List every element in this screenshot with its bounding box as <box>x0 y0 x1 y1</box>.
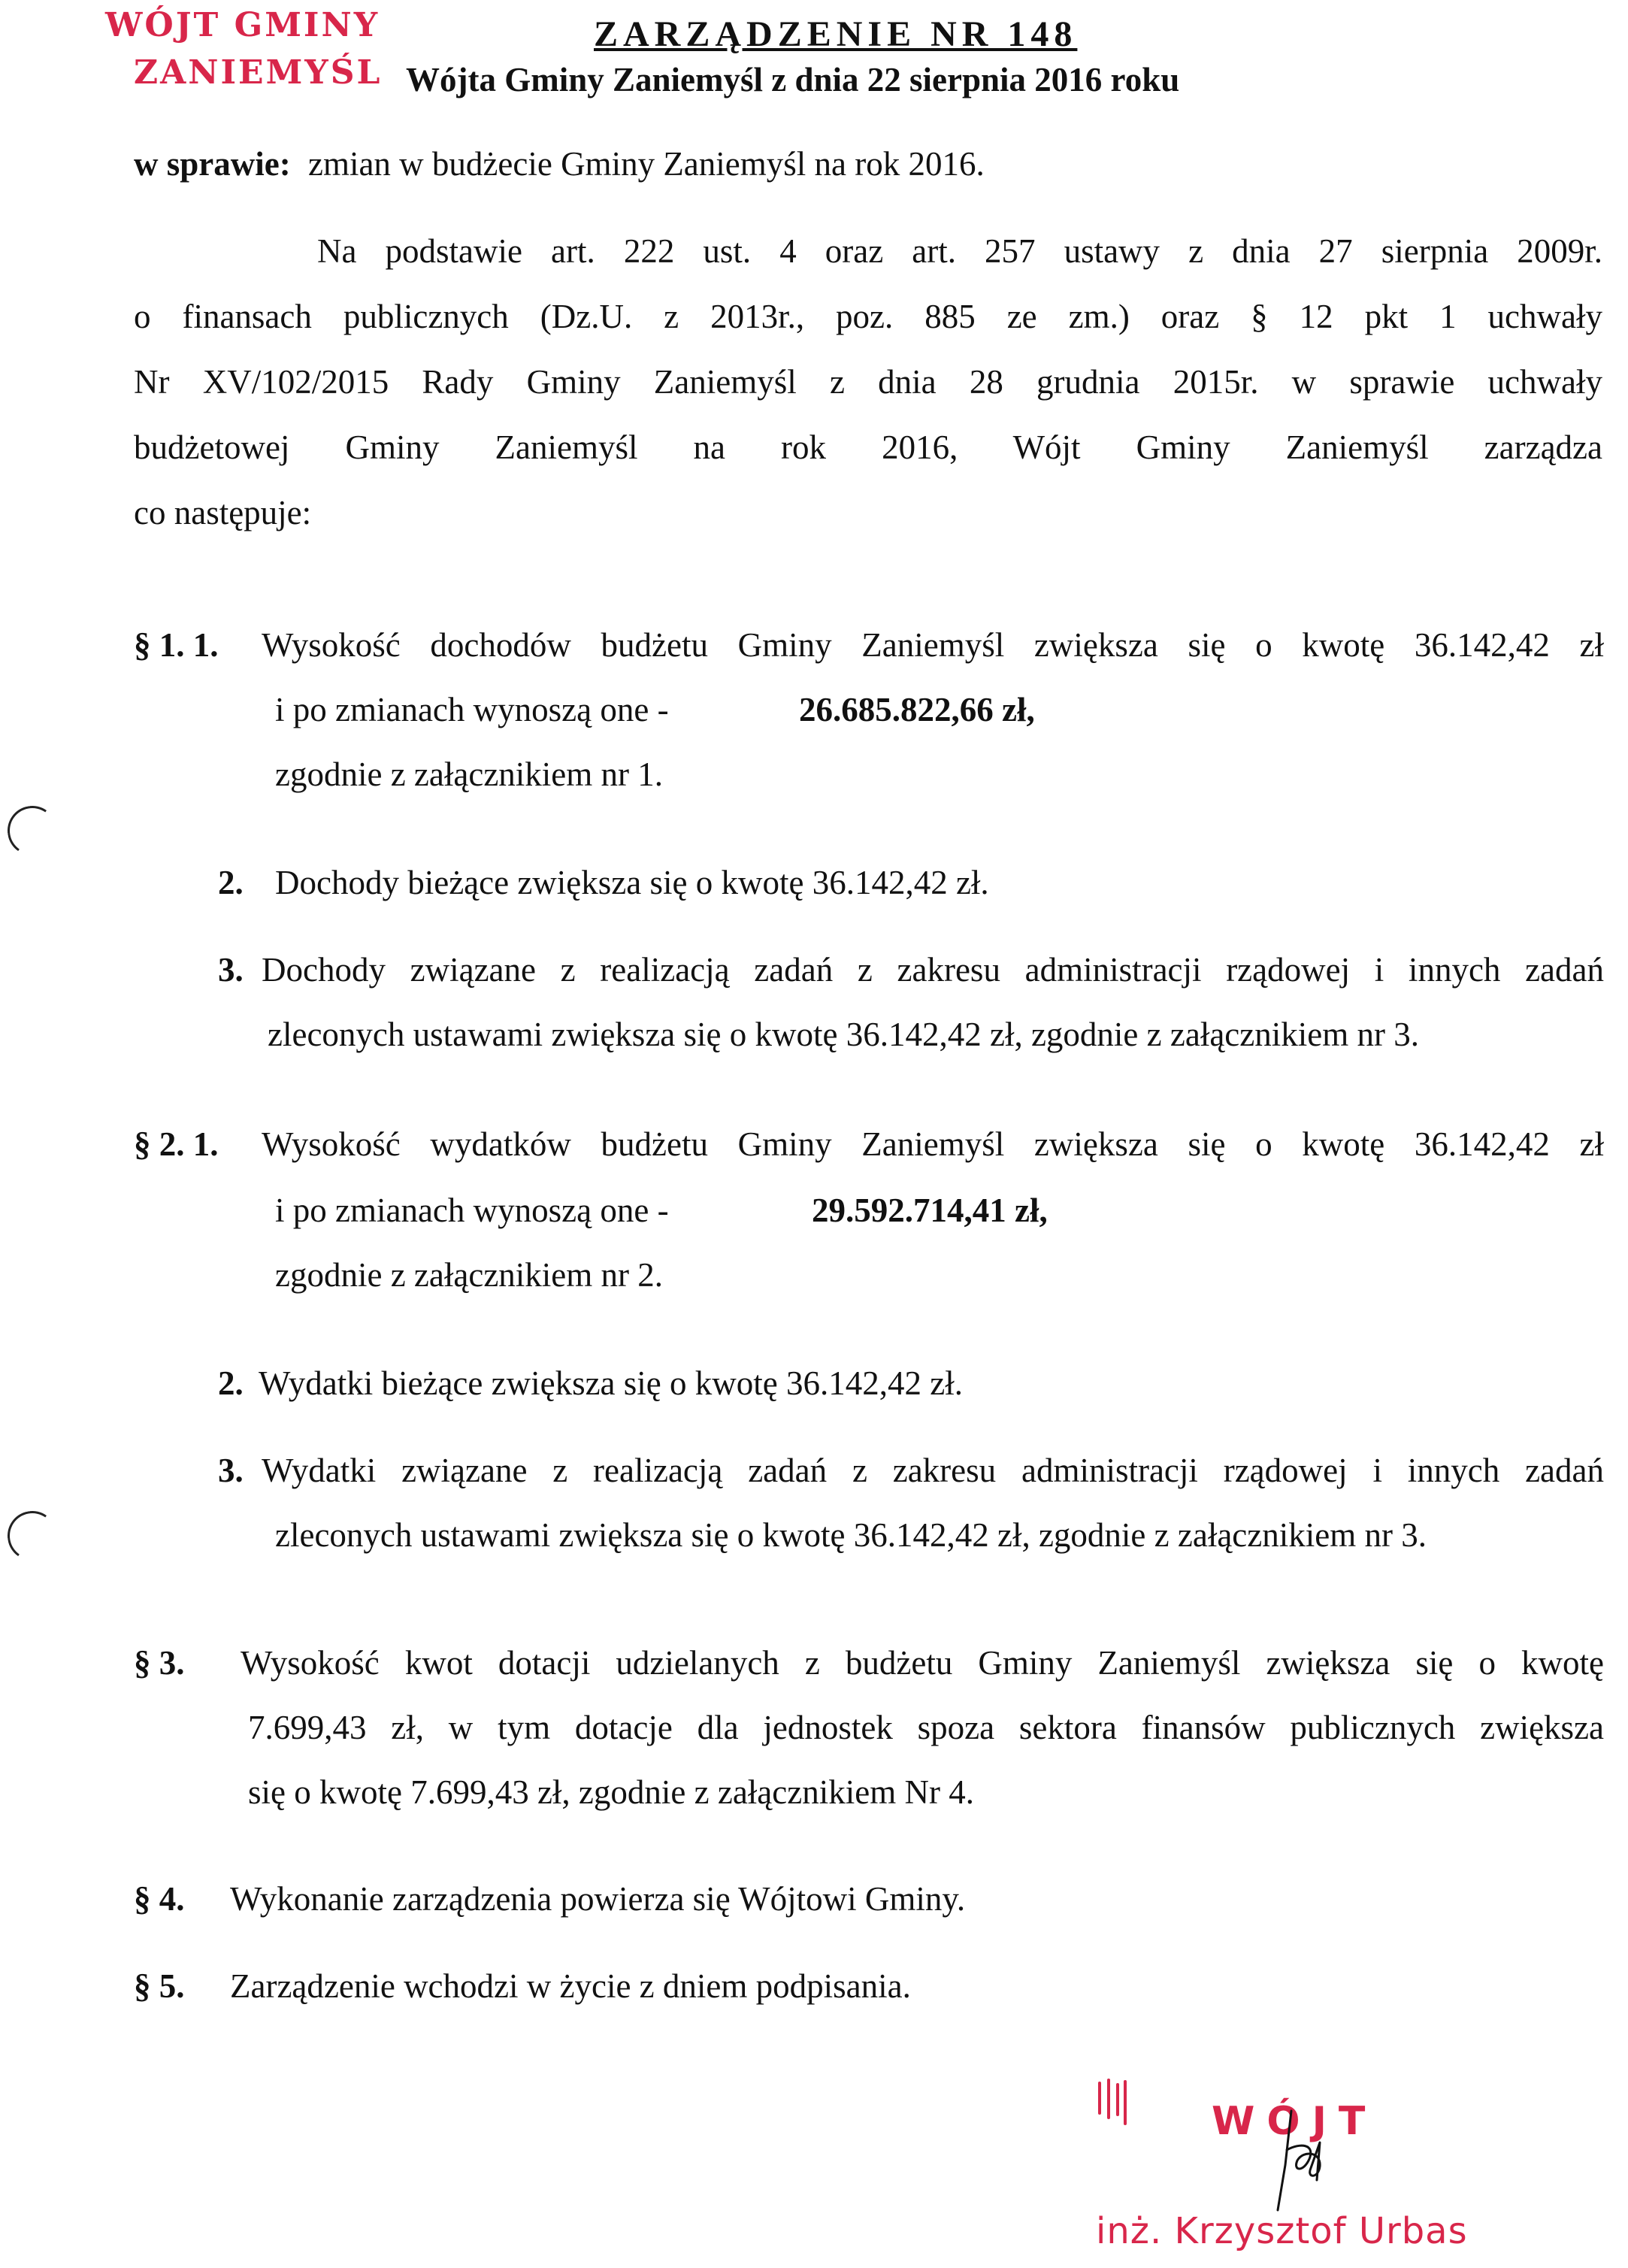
preamble-line-3: Nr XV/102/2015 Rady Gminy Zaniemyśl z dnia 28 grudnia 2015r. w sprawie uchwały <box>134 363 1602 401</box>
preamble-line-1: Na podstawie art. 222 ust. 4 oraz art. 257 ustawy z dnia 27 sierpnia 2009r. <box>317 232 1602 270</box>
section-1-p1-line2: i po zmianach wynoszą one - <box>275 691 669 728</box>
stamp-marks <box>1094 2079 1131 2131</box>
section-2-p2-text: Wydatki bieżące zwiększa się o kwotę 36.142,42 zł. <box>259 1364 963 1402</box>
document-title: ZARZĄDZENIE NR 148 <box>594 14 1078 54</box>
section-3-line2: 7.699,43 zł, w tym dotacje dla jednostek spoza sektora finansów publicznych zwiększa <box>248 1709 1604 1746</box>
section-3-line1: Wysokość kwot dotacji udzielanych z budżetu Gminy Zaniemyśl zwiększa się o kwotę <box>241 1644 1604 1682</box>
section-2-total-expenses: 29.592.714,41 zł, <box>812 1192 1048 1229</box>
section-1-p1-line1: Wysokość dochodów budżetu Gminy Zaniemyśl zwiększa się o kwotę 36.142,42 zł <box>262 626 1604 664</box>
preamble-line-5: co następuje: <box>134 494 312 531</box>
preamble-line-2: o finansach publicznych (Dz.U. z 2013r., poz. 885 ze zm.) oraz § 12 pkt 1 uchwały <box>134 298 1602 335</box>
section-2-p3-line1: Wydatki związane z realizacją zadań z zakresu administracji rządowej i innych zadań <box>262 1452 1604 1489</box>
section-2-p1-line2: i po zmianach wynoszą one - <box>275 1192 669 1229</box>
section-2-p3-number: 3. <box>218 1452 244 1489</box>
section-4-text: Wykonanie zarządzenia powierza się Wójtowi Gminy. <box>230 1880 966 1918</box>
section-2-p2-number: 2. <box>218 1364 244 1402</box>
section-1-p2-number: 2. <box>218 864 244 901</box>
section-3-line3: się o kwotę 7.699,43 zł, zgodnie z załącznikiem Nr 4. <box>248 1773 974 1811</box>
section-2-p3-line2: zleconych ustawami zwiększa się o kwotę 36.142,42 zł, zgodnie z załącznikiem nr 3. <box>275 1516 1427 1554</box>
punch-hole-mark <box>4 802 61 859</box>
section-1-number: § 1. 1. <box>134 626 219 664</box>
section-1-p3-line1: Dochody związane z realizacją zadań z zakresu administracji rządowej i innych zadań <box>262 951 1604 989</box>
section-3-number: § 3. <box>134 1644 185 1682</box>
section-2-p1-line3: zgodnie z załącznikiem nr 2. <box>275 1256 664 1294</box>
section-1-p1-line3: zgodnie z załącznikiem nr 1. <box>275 755 664 793</box>
subject-text: zmian w budżecie Gminy Zaniemyśl na rok 2016. <box>307 145 985 183</box>
subject-label: w sprawie: <box>134 145 291 183</box>
signature-name: inż. Krzysztof Urbas <box>1096 2210 1468 2252</box>
signature-title: WÓJT <box>1212 2099 1378 2144</box>
section-1-p2-text: Dochody bieżące zwiększa się o kwotę 36.142,42 zł. <box>275 864 989 901</box>
section-1-p3-line2: zleconych ustawami zwiększa się o kwotę 36.142,42 zł, zgodnie z załącznikiem nr 3. <box>268 1016 1419 1053</box>
stamp-line-1: WÓJT GMINY <box>105 6 380 44</box>
section-2-number: § 2. 1. <box>134 1125 219 1163</box>
punch-hole-mark <box>4 1507 61 1564</box>
preamble-line-4: budżetowej Gminy Zaniemyśl na rok 2016, Wójt Gminy Zaniemyśl zarządza <box>134 428 1602 466</box>
office-stamp <box>105 6 382 92</box>
section-1-total-income: 26.685.822,66 zł, <box>799 691 1035 728</box>
stamp-line-2: ZANIEMYŚL <box>134 53 383 92</box>
section-5-number: § 5. <box>134 1967 185 2005</box>
subject-line <box>134 147 985 181</box>
section-1-p3-number: 3. <box>218 951 244 989</box>
section-4-number: § 4. <box>134 1880 185 1918</box>
section-2-p1-line1: Wysokość wydatków budżetu Gminy Zaniemyśl zwiększa się o kwotę 36.142,42 zł <box>262 1125 1604 1163</box>
section-5-text: Zarządzenie wchodzi w życie z dniem podpisania. <box>230 1967 911 2005</box>
document-subtitle: Wójta Gminy Zaniemyśl z dnia 22 sierpnia 2016 roku <box>406 61 1180 98</box>
